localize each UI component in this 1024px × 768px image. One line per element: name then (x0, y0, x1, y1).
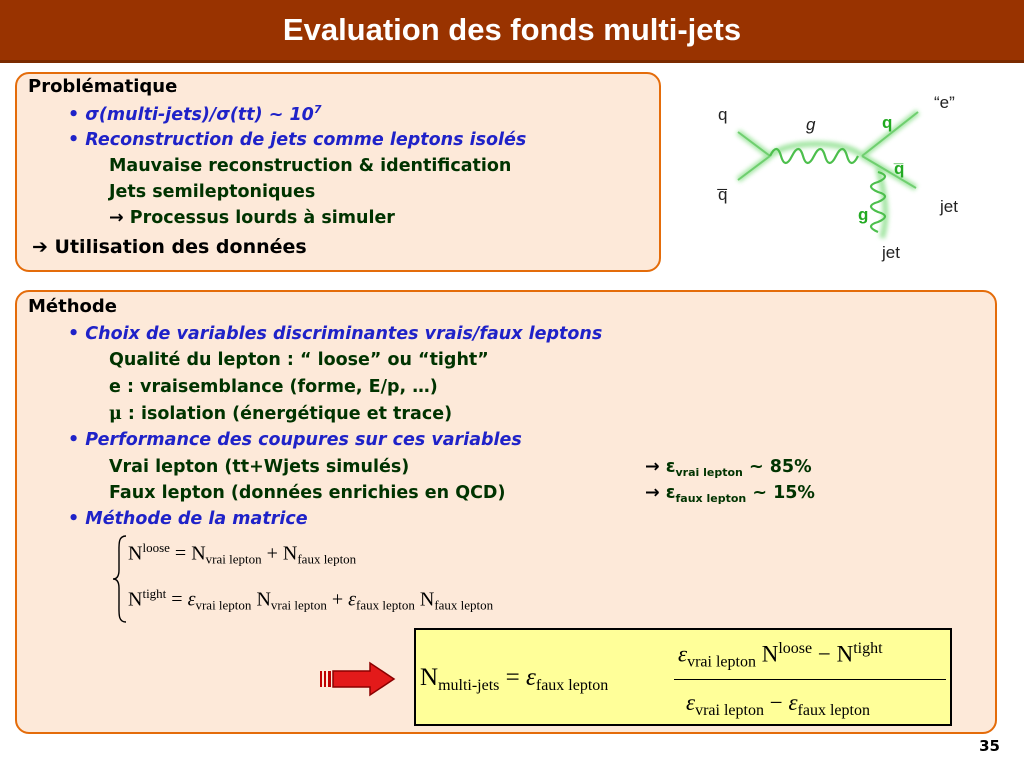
label-qbar-out: q̅ (894, 159, 905, 178)
methode-bullet-1 (68, 324, 602, 344)
methode-bullet-2 (68, 430, 522, 450)
eq1-N: N (128, 542, 143, 565)
res-N: N (420, 664, 439, 691)
label-qbar-in: q̅ (718, 185, 728, 204)
slide-title: Evaluation des fonds multi-jets (282, 12, 742, 47)
page-number: 35 (979, 737, 1000, 755)
faux-eps-subscript: faux lepton (675, 492, 747, 505)
eq2-N-faux-sub: faux lepton (434, 597, 494, 613)
choix-text: Choix de variables discriminantes vrais/faux leptons (85, 324, 603, 344)
sub-item-processus (109, 208, 395, 228)
vrai-efficiency: → $\varepsilon_{vrai lepton}$ ~ 85% (645, 457, 812, 479)
arrow-icon: → (645, 457, 666, 477)
problematique-bullet-1 (68, 103, 321, 125)
result-formula-box (414, 628, 952, 726)
sub-item-semileptoniques: Jets semileptoniques (109, 182, 316, 202)
processus-text: Processus lourds à simuler (129, 208, 395, 228)
result-lhs: $N_{multi-jets} = \varepsilon_{faux lepton}$ (420, 664, 609, 694)
label-q-in: q (718, 105, 728, 124)
label-g: g (806, 115, 816, 134)
label-g-out: g (858, 205, 869, 224)
equation-tight: $N^{tight} = \varepsilon_{vrai lepton}$ $N_{vrai lepton} + \varepsilon_{faux lepton}$ $N_{faux lepton}$ (128, 586, 494, 613)
label-jet-right: jet (940, 197, 958, 216)
bullet-dot: • (68, 324, 86, 344)
res-multi-sub: multi-jets (438, 677, 500, 694)
faux-efficiency: → $\varepsilon_{faux lepton}$ ~ 15% (645, 483, 815, 505)
qualite-line: Qualité du lepton : “ loose” ou “tight” (109, 350, 489, 370)
label-jet-bottom: jet (882, 243, 900, 262)
arrow-icon: → (109, 208, 130, 228)
conclusion-line (32, 236, 307, 258)
brace-icon (112, 534, 128, 624)
eq1-N-faux: N (282, 542, 298, 565)
cross-section-exponent: 7 (313, 103, 322, 116)
label-e: “e” (934, 93, 955, 112)
faux-eff-value: ~ 15% (752, 483, 815, 503)
equation-loose: $N^{loose} = N_{vrai lepton} + N_{faux lepton}$ (128, 540, 357, 567)
cross-section-ratio: σ(multi-jets)/σ(tt) ~ 10 (85, 104, 314, 125)
result-numerator: $\varepsilon_{vrai lepton}$ $N^{loose} - N^{tight}$ (678, 640, 883, 671)
vrai-lepton-line: Vrai lepton (tt+Wjets simulés) (109, 457, 410, 477)
eq2-N-vrai-sub: vrai lepton (270, 597, 327, 613)
double-arrow-icon: ➔ (32, 236, 55, 258)
eq2-eps-faux-sub: faux lepton (356, 597, 415, 613)
eq2-N: N (128, 588, 143, 611)
bullet-dot: • (68, 104, 86, 125)
methode-bullet-3 (68, 509, 308, 529)
label-q-out: q (882, 113, 893, 132)
num-eps-vrai-sub: vrai lepton (687, 653, 756, 671)
vrai-eff-value: ~ 85% (748, 457, 812, 477)
bullet-dot: • (68, 130, 86, 150)
electron-line: e : vraisemblance (forme, E/p, …) (109, 377, 438, 397)
muon-line (109, 404, 452, 424)
bullet-dot: • (68, 430, 86, 450)
conclusion-text: Utilisation des données (54, 236, 307, 258)
eq2-N-vrai: N (256, 588, 271, 611)
performance-text: Performance des coupures sur ces variables (85, 430, 522, 450)
eq1-loose-sup: loose (142, 540, 170, 555)
eq2-tight-sup: tight (142, 586, 167, 601)
eq2-N-faux: N (419, 588, 435, 611)
sub-item-mauvaise: Mauvaise reconstruction & identification (109, 156, 512, 176)
eq1-vrai-sub: vrai lepton (205, 551, 262, 567)
num-tight-sup: tight (853, 640, 883, 657)
arrow-icon: → (645, 483, 666, 503)
problematique-bullet-2 (68, 130, 526, 150)
den-eps-faux-sub: faux lepton (797, 702, 870, 719)
mu-symbol: μ (109, 404, 122, 424)
res-eps-faux-sub: faux lepton (535, 677, 609, 694)
eq1-N-vrai: N (191, 542, 206, 565)
fraction-bar (674, 679, 946, 680)
matrice-text: Méthode de la matrice (85, 509, 308, 529)
result-denominator: $\varepsilon_{vrai lepton} - \varepsilon_{faux lepton}$ (686, 690, 870, 719)
eq2-eps-vrai-sub: vrai lepton (195, 597, 252, 613)
den-eps-vrai-sub: vrai lepton (695, 702, 764, 719)
faux-lepton-line: Faux lepton (données enrichies en QCD) (109, 483, 506, 503)
methode-heading: Méthode (28, 296, 117, 317)
problematique-heading: Problématique (28, 76, 178, 97)
num-N-loose: N (761, 641, 779, 667)
eq1-faux-sub: faux lepton (297, 551, 357, 567)
vrai-eps-subscript: vrai lepton (675, 466, 743, 479)
num-N-tight: N (836, 641, 854, 667)
title-bar (0, 0, 1024, 63)
num-loose-sup: loose (778, 640, 813, 657)
feynman-diagram (706, 88, 986, 266)
bullet-dot: • (68, 509, 86, 529)
muon-text: : isolation (énergétique et trace) (127, 404, 453, 424)
reconstruction-text: Reconstruction de jets comme leptons isolés (85, 130, 527, 150)
red-arrow-icon (318, 660, 398, 698)
